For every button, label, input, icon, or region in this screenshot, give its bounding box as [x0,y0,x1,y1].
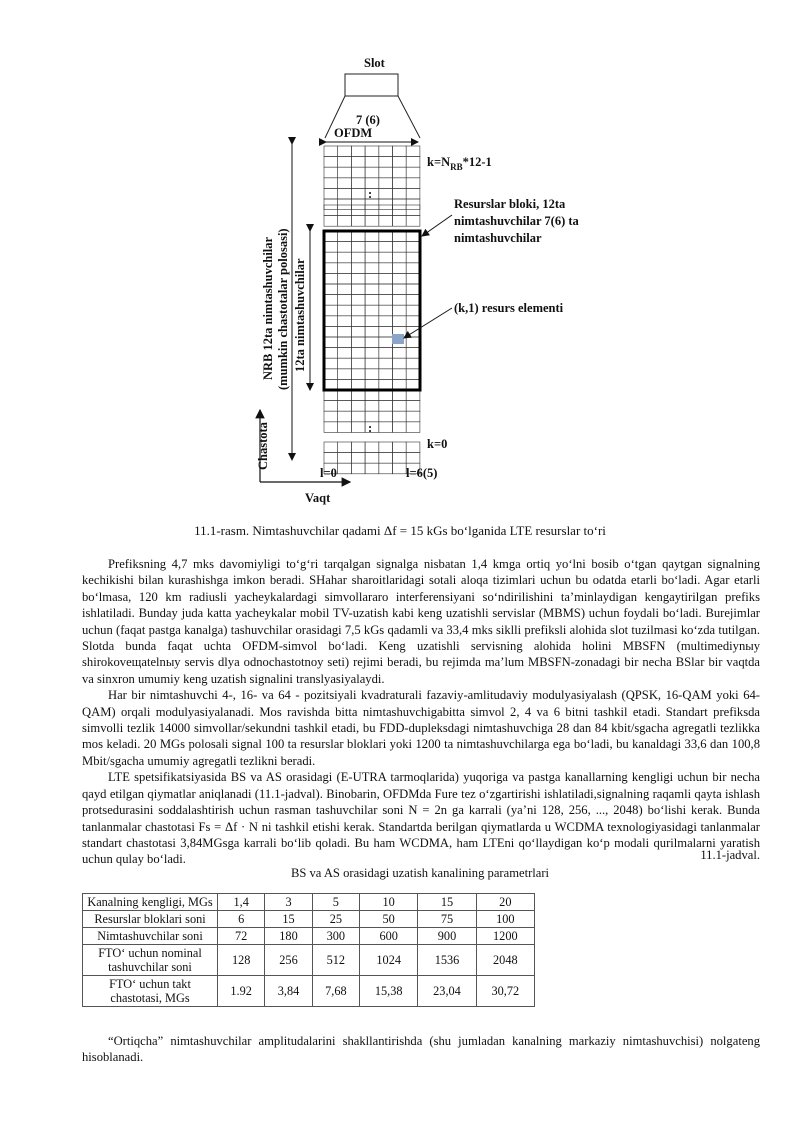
grid-cell [393,369,407,380]
grid-cell [406,231,420,242]
grid-cell [365,205,379,216]
grid-cell [393,157,407,168]
grid-cell [351,369,365,380]
table-row [83,945,535,976]
grid-cell [379,231,393,242]
figure-caption: 11.1-rasm. Nimtashuvchilar qadami Δf = 15 kGs bo‘lganida LTE resurslar to‘ri [194,523,606,538]
grid-cell [324,369,338,380]
grid-cell [338,284,352,295]
grid-cell [324,358,338,369]
grid-cell [406,442,420,453]
table-cell: 50 [360,911,418,928]
grid-cell [393,422,407,433]
grid-cell [379,326,393,337]
grid-cell [324,442,338,453]
grid-cell [393,263,407,274]
grid-cell [393,379,407,390]
grid-cell [393,390,407,401]
grid-cell [324,337,338,348]
grid-cell [351,178,365,189]
grid-cell [351,263,365,274]
grid-cell [324,178,338,189]
grid-cell [338,231,352,242]
grid-cell [324,305,338,316]
grid-cell [365,284,379,295]
grid-cell [365,442,379,453]
table-row [83,894,535,911]
nrb-label-line1: NRB 12ta nimtashuvchilar [261,236,275,380]
grid-cell [406,178,420,189]
ofdm-label: OFDM [334,126,373,140]
grid-cell [324,295,338,306]
l-start-label: l=0 [320,466,337,480]
grid-cell [351,463,365,474]
grid-cell [324,242,338,253]
grid-cell [393,146,407,157]
grid-cell [379,422,393,433]
grid-cell [365,273,379,284]
grid-cell [393,411,407,422]
grid-cell [365,157,379,168]
grid-cell [338,252,352,263]
grid-cell [351,411,365,422]
grid-cell [324,411,338,422]
grid-cell [365,348,379,359]
grid-cell [338,348,352,359]
grid-cell [379,157,393,168]
grid-cell [351,401,365,412]
dots-bottom: : [368,421,373,435]
grid-cell [393,188,407,199]
grid-cell [324,216,338,227]
grid-cell [393,199,407,210]
grid-cell [406,379,420,390]
grid-cell [351,188,365,199]
grid-cell [324,167,338,178]
grid-cell [379,273,393,284]
grid-cell [379,242,393,253]
resource-grid-diagram [240,50,600,515]
grid-cell [365,453,379,464]
grid-cell [365,337,379,348]
grid-cell [338,242,352,253]
grid-cell [351,146,365,157]
resource-element-highlight [392,334,404,344]
grid-cell [351,390,365,401]
grid-cell [365,326,379,337]
grid-cell [351,422,365,433]
grid-cell [324,390,338,401]
table-cell: 15,38 [360,976,418,1007]
grid-cell [379,337,393,348]
freq-axis-label: Chastota [256,422,270,470]
grid-cell [393,453,407,464]
grid-cell [379,358,393,369]
grid-cell [351,231,365,242]
footer-paragraph: “Ortiqcha” nimtashuvchilar amplitudalarini shakllantirishda (shu jumladan kanalning markaziy nimtashuvchisi) nolgateng hisoblanadi. [82,1034,760,1065]
grid-cell [406,305,420,316]
dots-top: : [368,187,373,201]
grid-cell [406,199,420,210]
grid-cell [379,369,393,380]
grid-cell [406,295,420,306]
grid-cell [379,401,393,412]
grid-cell [393,242,407,253]
grid-cell [379,284,393,295]
table-cell: 512 [312,945,359,976]
grid-cell [406,453,420,464]
grid-cell [351,157,365,168]
table-row [83,911,535,928]
table-cell: 20 [476,894,534,911]
grid-cell [324,146,338,157]
table-cell: 600 [360,928,418,945]
nrb-label-line2: (mumkin chastotalar polosasi) [276,228,290,390]
grid-cell [393,442,407,453]
grid-cell [351,379,365,390]
grid-cell [365,295,379,306]
grid-cell [393,295,407,306]
grid-cell [393,316,407,327]
grid-cell [406,284,420,295]
grid-cell [406,411,420,422]
grid-cell [379,178,393,189]
grid-cell [406,273,420,284]
slot-label: Slot [364,56,385,70]
ofdm-count-label: 7 (6) [356,113,380,127]
re-annotation: (k,1) resurs elementi [454,301,564,315]
grid-cell [324,348,338,359]
grid-cell [338,337,352,348]
grid-cell [365,316,379,327]
grid-cell [338,369,352,380]
grid-cell [365,358,379,369]
grid-cell [379,205,393,216]
slot-box [345,74,398,96]
grid-cell [406,252,420,263]
grid-cell [338,295,352,306]
table-cell: 1200 [476,928,534,945]
row-label: Nimtashuvchilar soni [83,928,218,945]
row-label: Kanalning kengligi, MGs [83,894,218,911]
grid-cell [338,401,352,412]
table-cell: 1.92 [218,976,265,1007]
grid-cell [393,216,407,227]
grid-cell [338,188,352,199]
grid-cell [406,316,420,327]
grid-cell [406,205,420,216]
grid-cell [379,146,393,157]
grid-cell [338,422,352,433]
rb-annotation-line3: nimtashuvchilar [454,231,542,245]
grid-cell [365,252,379,263]
grid-cell [338,205,352,216]
grid-cell [338,157,352,168]
grid-cell [338,390,352,401]
table-cell: 1536 [418,945,476,976]
grid-cell [379,379,393,390]
table-row [83,976,535,1007]
grid-cell [324,188,338,199]
grid-cell [365,390,379,401]
grid-cell [338,167,352,178]
grid-cell [324,284,338,295]
grid-cell [393,358,407,369]
grid-cell [393,167,407,178]
table-cell: 900 [418,928,476,945]
grid-cell [338,216,352,227]
table-cell: 72 [218,928,265,945]
grid-cell [324,422,338,433]
grid-cell [351,305,365,316]
grid-cell [406,369,420,380]
grid-cell [351,252,365,263]
grid-cell [365,369,379,380]
grid-cell [379,442,393,453]
grid-cell [324,316,338,327]
parameters-table [82,893,535,1007]
grid-cell [338,199,352,210]
grid-cell [338,358,352,369]
lte-resource-grid-figure [240,50,600,515]
grid-cell [379,216,393,227]
grid-cell [351,273,365,284]
table-row [83,928,535,945]
table-cell: 3 [265,894,312,911]
grid-cell [379,252,393,263]
grid-cell [324,379,338,390]
table-cell: 7,68 [312,976,359,1007]
table-cell: 15 [418,894,476,911]
grid-cell [324,199,338,210]
grid-cell [365,463,379,474]
grid-cell [324,157,338,168]
grid-cell [351,199,365,210]
rb-annotation-line2: nimtashuvchilar 7(6) ta [454,214,579,228]
table-cell: 256 [265,945,312,976]
row-label: FTO‘ uchun nominal tashuvchilar soni [83,945,218,976]
grid-cell [406,337,420,348]
paragraph-3: LTE spetsifikatsiyasida BS va AS orasidagi (E-UTRA tarmoqlarida) yuqoriga va pastga kanallarning kengligi uchun bir necha qayd etilgan qiymatlar aniqlanadi (11.1-jadval). Binobarin, OFDMda Fure tez o‘zgartirishi ishlatiladi,signalning raqamli qayta ishlash protsedurasini soddalashtirish uchun rasman tashuvchilar soni N = 2n ga karrali (ya’ni 128, 256, ..., 2048) bo‘lishi kerak. Bunda tanlanmalar chastotasi Fs = Δf · N ni tashkil etishi kerak. Standartda berilgan qiymatlarda u WCDMA texnologiyasidagi tanlanmalar standart chastotasi 3,84MGsga karrali bo‘lib qoladi. Bu ham WCDMA, ham LTEni qo‘llaydigan ko‘p modali qurilmalarni yaratish uchun qulay bo‘ladi. [82,770,760,867]
grid-cell [338,146,352,157]
grid-cell [406,216,420,227]
row-label: Resurslar bloklari soni [83,911,218,928]
table-cell: 180 [265,928,312,945]
grid-cell [324,252,338,263]
table-cell: 23,04 [418,976,476,1007]
grid-cell [406,188,420,199]
grid-cell [351,216,365,227]
table-cell: 5 [312,894,359,911]
grid-cell [406,263,420,274]
grid-cell [379,463,393,474]
body-text [82,556,760,868]
table-cell: 75 [418,911,476,928]
grid-cell [324,273,338,284]
grid-cell [379,199,393,210]
grid-cell [365,263,379,274]
grid-cell [365,231,379,242]
grid-cell [393,205,407,216]
grid-cell [338,379,352,390]
grid-cell [324,401,338,412]
grid-cell [406,242,420,253]
rb-annotation-line1: Resurslar bloki, 12ta [454,197,566,211]
grid-cell [351,167,365,178]
l-end-label: l=6(5) [406,466,438,480]
table-cell: 100 [476,911,534,928]
grid-cell [393,178,407,189]
grid-cell [338,463,352,474]
grid-cell [365,146,379,157]
grid-cell [338,305,352,316]
grid-cell [324,326,338,337]
grid-cell [393,231,407,242]
table-title: BS va AS orasidagi uzatish kanalining parametrlari [290,866,550,880]
grid-cell [393,401,407,412]
grid-cell [324,205,338,216]
grid-cell [338,442,352,453]
grid-cell [324,231,338,242]
grid-cell [338,453,352,464]
twelve-subcarriers-label: 12ta nimtashuvchilar [293,258,307,372]
paragraph-1: Prefiksning 4,7 mks davomiyligi to‘g‘ri tarqalgan signalga nisbatan 1,4 kmga ortiq yo‘lni bosib o‘tgan qaytgan signalning kechikishi bilan kurashishga imkon beradi. SHahar sharoitlaridagi sotali aloqa tizimlari uchun bu odatda etarli bo‘ladi. Agar etarli bo‘lmasa, 120 km radiusli yacheykalardagi simvollararo interferensiyani so‘ndirilishini ta’minlaydigan kengaytirilgan prefiks ishlatiladi. Bunday juda katta yacheykalar mobil TV-uzatish kabi keng uzatishli servislar (MBMS) uchun foydali bo‘ladi. Burejimlar uchun (faqat pastga kanalga) tashuvchilar orasidagi 7,5 kGs qadamli va 33,4 mks siklli prefiksli alohida slot tuzilmasi ko‘zda tutilgan. Slotda bunda faqat uchta OFDM-simvol bo‘ladi. Keng uzatishli servisning alohida holini MBSFN (multimediynыy shirokoveщatelnыy servis dlya odnochastotnoy seti) rejimi beradi, bu rejimda ma’lum MBSFN-zonadagi bir necha BSlar bir vaqtda va sinxron umumiy keng uzatish signalini translyasiyalaydi. [82,557,760,686]
grid-cell [379,316,393,327]
table-cell: 300 [312,928,359,945]
table-cell: 3,84 [265,976,312,1007]
grid-cell [379,188,393,199]
grid-cell [351,205,365,216]
grid-cell [406,358,420,369]
grid-cell [351,348,365,359]
grid-cell [393,463,407,474]
grid-cell [365,379,379,390]
grid-cell [324,263,338,274]
resource-block-outline [324,231,420,390]
grid-cell [406,146,420,157]
grid-cell [351,337,365,348]
grid-cell [351,326,365,337]
grid-cell [393,348,407,359]
table-cell: 2048 [476,945,534,976]
grid-cell [338,273,352,284]
grid-cell [406,348,420,359]
grid-cell [365,216,379,227]
grid-cell [351,242,365,253]
table-cell: 15 [265,911,312,928]
grid-cell [351,316,365,327]
grid-cell [379,305,393,316]
grid-cell [351,284,365,295]
k-top-label: $k=N_{RB}*12-1$ [427,155,492,172]
grid-cell [406,390,420,401]
grid-cell [351,358,365,369]
grid-cell [351,295,365,306]
grid-cell [379,390,393,401]
grid-cell [338,411,352,422]
grid-cell [338,316,352,327]
table-cell: 1024 [360,945,418,976]
table-cell: 25 [312,911,359,928]
grid-cell [393,305,407,316]
grid-cell [406,167,420,178]
grid-cell [351,453,365,464]
grid-cell [379,348,393,359]
time-axis-label: Vaqt [305,491,331,505]
grid-cell [365,305,379,316]
grid-cell [379,167,393,178]
row-label: FTO‘ uchun takt chastotasi, MGs [83,976,218,1007]
grid-cell [393,284,407,295]
table-cell: 10 [360,894,418,911]
paragraph-2: Har bir nimtashuvchi 4-, 16- va 64 - pozitsiyali kvadraturali fazaviy-amlitudaviy modulyasiyalash (QPSK, 16-QAM yoki 64-QAM) orqali modulyasiyalanadi. Mos ravishda bitta nimtashuvchigabitta simvol 2, 4 va 6 bitni tashkil etadi. Standart prefiksda simvolli tezlik 14000 simvollar/sekundni tashkil etadi, bu FDD-dupleksdagi nimtashuvchiga 28 dan 84 kbit/sgacha agregatli tezlikka mos keladi. 20 MGs polosali signal 100 ta resurslar bloklari yoki 1200 ta nimtashuvchilarga ega bo‘ladi, bu kanaldagi 33,6 dan 100,8 Mbit/sgacha umumiy agregatli tezlikni beradi. [82,688,760,768]
grid-cell [379,263,393,274]
grid-cell [365,167,379,178]
grid-cell [338,326,352,337]
grid-cell [406,401,420,412]
grid-cell [406,422,420,433]
grid-cell [379,411,393,422]
grid-cell [365,401,379,412]
table-number: 11.1-jadval. [700,848,760,862]
table-cell: 128 [218,945,265,976]
grid-cell [379,453,393,464]
grid-cell [379,295,393,306]
table-cell: 1,4 [218,894,265,911]
grid-cell [365,242,379,253]
grid-cell [351,442,365,453]
table-cell: 30,72 [476,976,534,1007]
grid-cell [338,178,352,189]
grid-cell [393,252,407,263]
table-cell: 6 [218,911,265,928]
grid-cell [324,453,338,464]
grid-cell [393,273,407,284]
grid-cell [406,157,420,168]
k-bottom-label: k=0 [427,437,448,451]
grid-cell [338,263,352,274]
